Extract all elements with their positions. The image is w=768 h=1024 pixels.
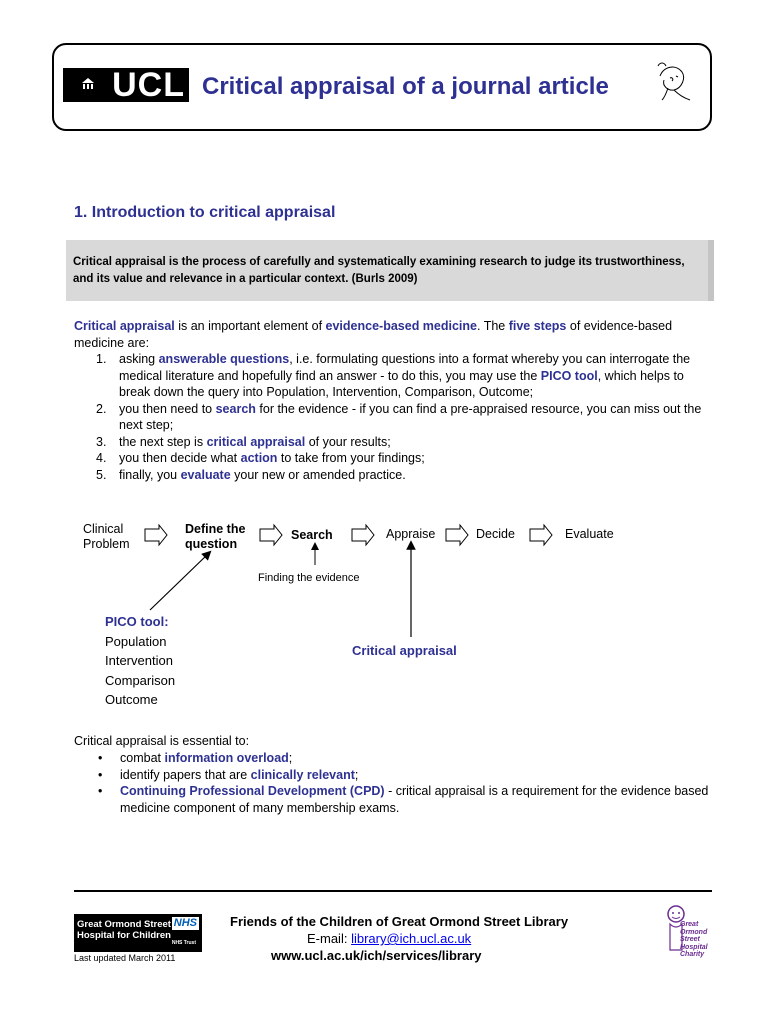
flow-problem: Problem — [83, 537, 130, 551]
list-item — [74, 450, 714, 467]
step-text: asking — [119, 352, 159, 366]
gosh-logo — [74, 914, 202, 952]
list-item — [74, 401, 714, 434]
essential-text: - critical appraisal is a requirement for the evidence based medicine component of many membership exams. — [120, 784, 709, 815]
flow-clinical: Clinical — [83, 522, 124, 536]
list-number: 3. — [96, 434, 107, 449]
pico-block — [105, 612, 175, 710]
pico-title: PICO tool: — [105, 614, 169, 629]
list-item — [74, 767, 714, 784]
pico-item: Comparison — [105, 672, 176, 688]
email-label: E-mail: — [307, 931, 352, 946]
footer-url[interactable]: www.ucl.ac.uk/ich/services/library — [271, 948, 482, 963]
list-number: 4. — [96, 451, 107, 465]
essential-text: combat — [120, 751, 165, 765]
email-link[interactable]: library@ich.ucl.ac.uk — [351, 931, 472, 946]
ucl-logo — [63, 68, 189, 102]
list-item — [74, 467, 714, 484]
step-text: for the evidence - if you can find a pre-appraised resource, you can miss out the next step; — [119, 401, 702, 432]
step-keyword: action — [240, 451, 278, 465]
block-arrow-icon — [260, 525, 282, 545]
block-arrow-icon — [352, 525, 374, 545]
block-arrow-icon — [530, 525, 552, 545]
definition-text: Critical appraisal is the process of carefully and systematically examining research to judge its trustworthiness, and its value and relevance in a particular context. (Burls 2009) — [73, 256, 685, 285]
essential-text: ; — [354, 767, 359, 782]
step-keyword: evaluate — [180, 467, 231, 482]
block-arrow-icon — [446, 525, 468, 545]
essential-keyword: information overload — [164, 751, 289, 765]
portico-icon — [81, 77, 95, 91]
step-text: finally, you — [119, 467, 181, 482]
essential-text: ; — [288, 751, 293, 765]
gosh-line: Great Ormond Street — [77, 919, 171, 930]
flow-finding: Finding the evidence — [258, 572, 360, 584]
essential-intro: Critical appraisal is essential to: — [74, 734, 250, 748]
charity-line: Street — [680, 936, 700, 943]
footer-email-row — [307, 931, 471, 946]
charity-text — [680, 921, 708, 959]
last-updated: Last updated March 2011 — [74, 953, 176, 963]
bullet-icon: • — [98, 751, 103, 765]
nhs-badge: NHS — [173, 917, 197, 929]
list-number: 2. — [96, 401, 107, 416]
nhs-trust-text: NHS Trust — [171, 940, 196, 946]
bullet-icon: • — [98, 767, 103, 782]
child-sketch-icon — [650, 58, 698, 106]
pico-arrow — [150, 554, 208, 610]
term-critical-appraisal: Critical appraisal — [74, 319, 175, 333]
list-item — [74, 750, 714, 767]
step-text: you then need to — [119, 401, 216, 416]
list-number: 1. — [96, 352, 107, 366]
step-text: your new or amended practice. — [230, 467, 406, 482]
page-title: Critical appraisal of a journal article — [202, 73, 609, 100]
intro-text: is an important element of — [174, 319, 326, 333]
term-five-steps: five steps — [508, 319, 567, 333]
step-text: of your results; — [305, 434, 391, 449]
intro-paragraph — [74, 318, 714, 351]
list-number: 5. — [96, 467, 107, 482]
intro-text: of evidence-based medicine are: — [74, 319, 673, 350]
pico-item: Intervention — [105, 653, 173, 668]
flow-appraise: Appraise — [386, 527, 436, 541]
essential-keyword: Continuing Professional Development (CPD) — [120, 784, 385, 798]
step-keyword: answerable questions — [158, 352, 290, 366]
pico-item: Outcome — [105, 692, 158, 707]
step-keyword: search — [215, 401, 256, 416]
step-text: the next step is — [119, 434, 207, 449]
step-keyword: PICO tool — [540, 368, 598, 383]
pico-item: Population — [105, 633, 167, 649]
block-arrow-icon — [145, 525, 167, 545]
essential-keyword: clinically relevant — [250, 767, 355, 782]
list-item — [74, 351, 714, 401]
flow-search: Search — [291, 528, 333, 542]
charity-line: Great — [680, 921, 699, 928]
list-item — [74, 434, 714, 451]
steps-list — [74, 351, 714, 483]
flow-define: Define the — [185, 522, 246, 536]
term-evidence-based-medicine: evidence-based medicine — [325, 319, 477, 333]
gosh-line: Hospital for Children — [77, 930, 171, 941]
critical-appraisal-label: Critical appraisal — [352, 643, 457, 658]
step-text: , which helps to break down the query into Population, Intervention, Comparison, Outcome; — [119, 368, 684, 399]
charity-line: Ormond — [680, 928, 708, 936]
step-text: , i.e. formulating questions into a format whereby you can interrogate the medical literature and hopefully find an answer - to do this, you may use the — [119, 352, 691, 383]
footer-divider — [74, 890, 712, 892]
essential-list — [74, 750, 714, 816]
step-text: to take from your findings; — [277, 451, 425, 465]
flow-decide: Decide — [476, 527, 515, 541]
step-keyword: critical appraisal — [206, 434, 306, 449]
flow-evaluate: Evaluate — [565, 527, 614, 541]
flow-question: question — [185, 537, 238, 551]
charity-line: Charity — [680, 951, 705, 958]
list-item — [74, 783, 714, 816]
intro-text: . The — [476, 319, 509, 333]
section-heading: 1. Introduction to critical appraisal — [74, 204, 336, 221]
ucl-logo-text: UCL — [112, 66, 185, 104]
footer-org: Friends of the Children of Great Ormond Street Library — [230, 914, 569, 929]
charity-line: Hospital — [680, 943, 708, 951]
essential-text: identify papers that are — [120, 767, 251, 782]
bullet-icon: • — [98, 784, 103, 798]
step-text: you then decide what — [119, 451, 241, 465]
